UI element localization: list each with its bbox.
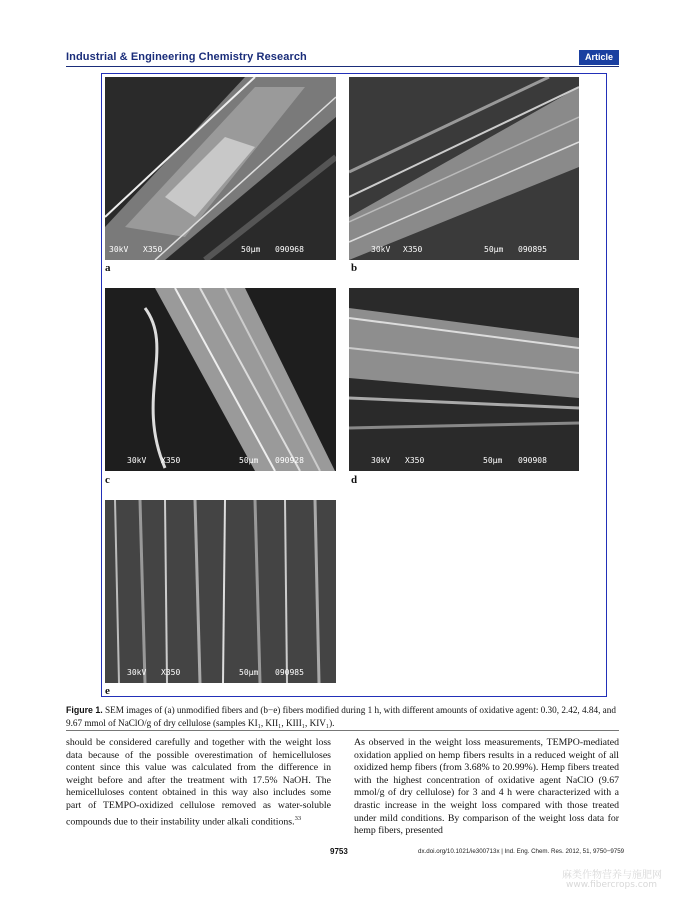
header-rule (66, 66, 619, 67)
sem-mag-a: X350 (143, 245, 163, 254)
sem-scale-d: 50μm (483, 456, 503, 465)
sem-code-c: 090928 (275, 456, 304, 465)
watermark-url: www.fibercrops.com (566, 880, 657, 890)
left-column-text: should be considered carefully and together with the weight loss data because of the possible overestimation of hemicelluloses content since this value was calculated from the difference in weight before and after the treatment with 17.5% NaOH. The hemicelluloses content obtained in this way also includes some part of TEMPO-oxidized cellulose removed as water-soluble compounds due to their instability under alkali conditions. (66, 737, 331, 827)
panel-label-d: d (351, 474, 358, 486)
sem-mag-b: X350 (403, 245, 423, 254)
sem-code-b: 090895 (518, 245, 547, 254)
sem-scale-a: 50μm (241, 245, 261, 254)
sem-texture-d (349, 288, 579, 471)
caption-label: Figure 1. (66, 705, 103, 715)
caption-rule (66, 730, 619, 731)
panel-label-a: a (105, 262, 111, 274)
sem-kv-e: 30kV (127, 668, 147, 677)
sem-texture-b (349, 77, 579, 260)
sem-info-bar-a (105, 242, 336, 260)
sem-kv-c: 30kV (127, 456, 147, 465)
sem-image-e (105, 500, 336, 683)
right-column-text: As observed in the weight loss measurements, TEMPO-mediated oxidation applied on hemp fibers results in a reduced weight of all oxidized hemp fibers (from 3.68% to 20.99%). Hemp fibers treated with the highest concentration of oxidative agent NaClO (9.67 mmol/g of dry cellulose) for 3 and 4 h were characterized with a drastic increase in the weight loss compared with those treated under mild conditions. By comparison of the weight loss data for hemp fibers, presented (354, 737, 619, 837)
sem-mag-e: X350 (161, 668, 181, 677)
sem-texture-c (105, 288, 336, 471)
sem-texture-a (105, 77, 336, 260)
journal-title: Industrial & Engineering Chemistry Research (66, 51, 307, 63)
sem-kv-a: 30kV (109, 245, 129, 254)
sem-image-b (349, 77, 579, 260)
panel-label-b: b (351, 262, 358, 274)
sem-image-a (105, 77, 336, 260)
sem-info-bar-b (349, 242, 579, 260)
caption-text: SEM images of (a) unmodified fibers and (b−e) fibers modified during 1 h, with different amounts of oxidative agent: 0.30, 2.42, 4.84, and 9.67 mmol of NaClO/g of dry cellulose (samples KI₁, KII₁, KIII₁, KIV₁). (66, 705, 616, 728)
watermark-text: 麻类作物营养与施肥网 (562, 870, 662, 881)
article-badge: Article (579, 50, 619, 65)
page-number: 9753 (330, 847, 348, 856)
sem-info-bar-d (349, 453, 579, 471)
sem-texture-e (105, 500, 336, 683)
panel-label-c: c (105, 474, 110, 486)
body-right-column (354, 737, 619, 838)
reference-33[interactable]: 33 (294, 814, 302, 822)
sem-mag-c: X350 (161, 456, 181, 465)
sem-scale-b: 50μm (484, 245, 504, 254)
sem-image-c (105, 288, 336, 471)
sem-image-d (349, 288, 579, 471)
sem-kv-d: 30kV (371, 456, 391, 465)
sem-code-d: 090908 (518, 456, 547, 465)
sem-scale-e: 50μm (239, 668, 259, 677)
doi-link[interactable]: dx.doi.org/10.1021/ie300713x | Ind. Eng. Chem. Res. 2012, 51, 9750−9759 (418, 848, 625, 855)
sem-code-a: 090968 (275, 245, 304, 254)
sem-info-bar-e (105, 665, 336, 683)
sem-kv-b: 30kV (371, 245, 391, 254)
sem-info-bar-c (105, 453, 336, 471)
sem-code-e: 090985 (275, 668, 304, 677)
panel-label-e: e (105, 685, 110, 697)
sem-mag-d: X350 (405, 456, 425, 465)
figure-caption (66, 704, 619, 729)
sem-scale-c: 50μm (239, 456, 259, 465)
body-left-column (66, 737, 331, 828)
